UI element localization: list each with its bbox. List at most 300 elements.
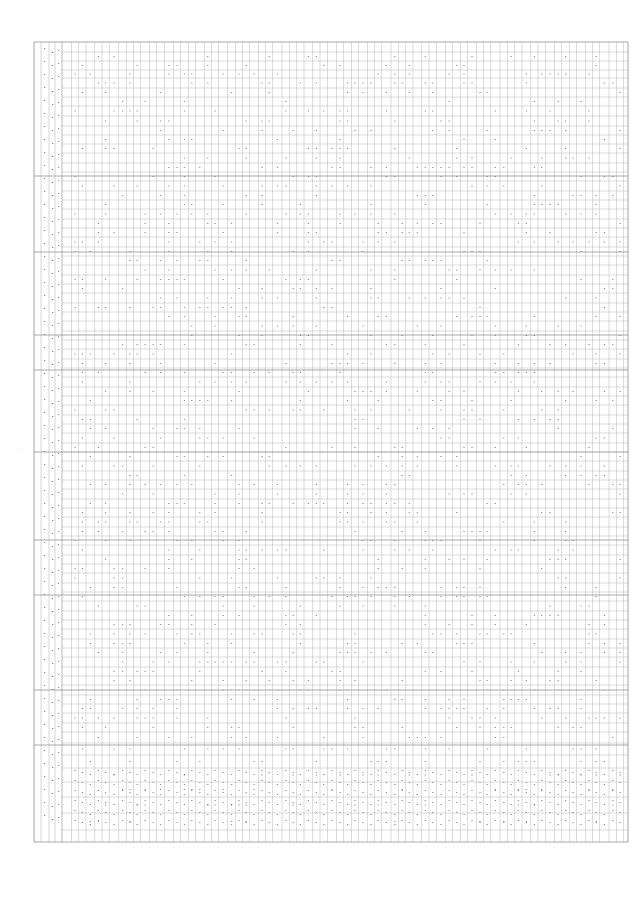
row-label-mark: [354, 780, 355, 781]
row-label-mark: [254, 804, 255, 805]
table-cell-value: [549, 232, 550, 233]
table-cell-value: [394, 148, 395, 149]
table-cell-value: [394, 587, 395, 588]
table-cell-value: [300, 83, 301, 84]
row-label-mark: [588, 810, 589, 811]
table-cell-value: [285, 615, 286, 616]
table-cell-value: [113, 578, 114, 579]
table-cell-value: [534, 522, 535, 523]
table-cell-value: [495, 167, 496, 168]
table-cell-value: [479, 354, 480, 355]
row-label-mark: [456, 802, 457, 803]
row-label-mark: [168, 770, 169, 771]
table-cell-value: [394, 550, 395, 551]
row-label-mark: [378, 820, 379, 821]
row-label-mark: [323, 774, 324, 775]
table-cell-value: [122, 344, 123, 345]
row-label-mark: [620, 812, 621, 813]
table-cell-value: [160, 121, 161, 122]
table-cell-value: [378, 298, 379, 299]
table-cell-value: [588, 121, 589, 122]
table-cell-value: [199, 260, 200, 261]
row-label-mark: [463, 784, 464, 785]
row-label-mark: [254, 814, 255, 815]
table-cell-value: [184, 307, 185, 308]
table-cell-value: [432, 83, 433, 84]
row-label-mark: [386, 772, 387, 773]
table-cell-value: [231, 643, 232, 644]
table-cell-value: [541, 484, 542, 485]
row-label-mark: [184, 804, 185, 805]
table-cell-value: [113, 186, 114, 187]
row-label-mark: [378, 790, 379, 791]
table-cell-value: [176, 456, 177, 457]
table-cell-value: [347, 699, 348, 700]
row-label-mark: [113, 784, 114, 785]
table-cell-value: [402, 223, 403, 224]
row-label-mark: [487, 814, 488, 815]
table-cell-value: [541, 167, 542, 168]
table-cell-value: [378, 559, 379, 560]
row-label-mark: [137, 794, 138, 795]
table-cell-value: [238, 335, 239, 336]
header-text-mark: [58, 167, 59, 168]
table-cell-value: [231, 92, 232, 93]
table-cell-value: [558, 204, 559, 205]
row-label-mark: [362, 802, 363, 803]
table-cell-value: [277, 550, 278, 551]
table-cell-value: [370, 204, 371, 205]
table-cell-value: [394, 484, 395, 485]
table-cell-value: [168, 270, 169, 271]
header-text-mark: [52, 312, 53, 313]
row-label-mark: [168, 820, 169, 821]
header-text-mark: [52, 351, 53, 352]
table-cell-value: [449, 699, 450, 700]
table-cell-value: [596, 316, 597, 317]
row-label-mark: [588, 800, 589, 801]
row-label-mark: [122, 790, 123, 791]
table-cell-value: [518, 550, 519, 551]
table-cell-value: [145, 634, 146, 635]
row-label-mark: [176, 792, 177, 793]
row-label-mark: [246, 822, 247, 823]
row-label-mark: [308, 770, 309, 771]
table-cell-value: [463, 643, 464, 644]
table-cell-value: [526, 372, 527, 373]
table-cell-value: [261, 288, 262, 289]
table-cell-value: [293, 130, 294, 131]
table-cell-value: [90, 821, 91, 822]
row-label-mark: [511, 794, 512, 795]
table-cell-value: [238, 559, 239, 560]
row-label-mark: [440, 804, 441, 805]
row-label-mark: [534, 814, 535, 815]
header-text-mark: [44, 711, 45, 712]
table-cell-value: [199, 596, 200, 597]
row-label-mark: [269, 822, 270, 823]
row-label-mark: [596, 792, 597, 793]
table-cell-value: [137, 708, 138, 709]
table-cell-value: [495, 466, 496, 467]
table-cell-value: [261, 83, 262, 84]
row-label-mark: [370, 784, 371, 785]
row-label-mark: [137, 774, 138, 775]
table-cell-value: [277, 139, 278, 140]
table-cell-value: [425, 167, 426, 168]
row-label-mark: [82, 782, 83, 783]
table-cell-value: [300, 204, 301, 205]
table-cell-value: [254, 690, 255, 691]
table-cell-value: [269, 680, 270, 681]
table-cell-value: [487, 708, 488, 709]
table-cell-value: [261, 204, 262, 205]
row-label-mark: [479, 812, 480, 813]
table-cell-value: [269, 503, 270, 504]
row-label-mark: [176, 812, 177, 813]
table-cell-value: [370, 298, 371, 299]
row-label-mark: [417, 814, 418, 815]
row-label-mark: [160, 774, 161, 775]
table-cell-value: [176, 652, 177, 653]
table-cell-value: [362, 522, 363, 523]
header-text-mark: [52, 299, 53, 300]
header-text-mark: [58, 531, 59, 532]
row-label-mark: [534, 824, 535, 825]
table-cell-value: [620, 456, 621, 457]
row-label-mark: [261, 820, 262, 821]
row-label-mark: [277, 774, 278, 775]
table-cell-value: [565, 578, 566, 579]
table-cell-value: [425, 298, 426, 299]
table-cell-value: [604, 718, 605, 719]
table-cell-value: [207, 307, 208, 308]
table-cell-value: [184, 316, 185, 317]
table-cell-value: [596, 298, 597, 299]
table-cell-value: [113, 634, 114, 635]
table-cell-value: [223, 749, 224, 750]
table-cell-value: [300, 634, 301, 635]
table-cell-value: [362, 92, 363, 93]
table-cell-value: [199, 428, 200, 429]
table-cell-value: [238, 550, 239, 551]
table-cell-value: [129, 789, 130, 790]
table-cell-value: [558, 559, 559, 560]
row-label-mark: [285, 810, 286, 811]
table-cell-value: [238, 540, 239, 541]
row-label-mark: [191, 820, 192, 821]
table-cell-value: [417, 522, 418, 523]
table-cell-value: [105, 503, 106, 504]
table-cell-value: [122, 652, 123, 653]
row-label-mark: [479, 822, 480, 823]
table-cell-value: [129, 484, 130, 485]
table-cell-value: [565, 56, 566, 57]
table-cell-value: [246, 821, 247, 822]
table-cell-value: [323, 503, 324, 504]
table-cell-value: [456, 634, 457, 635]
row-label-mark: [620, 792, 621, 793]
table-cell-value: [565, 130, 566, 131]
table-cell-value: [75, 279, 76, 280]
header-text-mark: [58, 492, 59, 493]
table-cell-value: [549, 111, 550, 112]
table-cell-value: [176, 260, 177, 261]
table-cell-value: [137, 354, 138, 355]
row-label-mark: [612, 810, 613, 811]
row-label-mark: [308, 810, 309, 811]
table-cell-value: [105, 92, 106, 93]
table-cell-value: [340, 578, 341, 579]
table-cell-value: [425, 540, 426, 541]
header-text-mark: [44, 672, 45, 673]
table-cell-value: [231, 821, 232, 822]
table-cell-value: [153, 354, 154, 355]
table-cell-value: [184, 204, 185, 205]
table-cell-value: [105, 391, 106, 392]
row-label-mark: [323, 824, 324, 825]
header-text-mark: [58, 414, 59, 415]
table-cell-value: [604, 232, 605, 233]
row-label-mark: [269, 812, 270, 813]
row-label-mark: [463, 794, 464, 795]
table-cell-value: [316, 466, 317, 467]
table-cell-value: [495, 624, 496, 625]
table-cell-value: [82, 550, 83, 551]
header-text-mark: [52, 663, 53, 664]
table-cell-value: [417, 643, 418, 644]
table-cell-value: [549, 419, 550, 420]
table-cell-value: [214, 503, 215, 504]
table-cell-value: [323, 242, 324, 243]
table-cell-value: [620, 652, 621, 653]
row-label-mark: [362, 792, 363, 793]
table-cell-value: [558, 326, 559, 327]
table-cell-value: [308, 223, 309, 224]
table-cell-value: [378, 242, 379, 243]
table-cell-value: [518, 419, 519, 420]
header-text-mark: [52, 182, 53, 183]
row-label-mark: [145, 770, 146, 771]
table-cell-value: [588, 789, 589, 790]
header-text-mark: [52, 325, 53, 326]
row-label-mark: [153, 802, 154, 803]
row-label-mark: [129, 822, 130, 823]
table-cell-value: [572, 354, 573, 355]
header-text-mark: [58, 635, 59, 636]
table-cell-value: [580, 101, 581, 102]
table-cell-value: [308, 708, 309, 709]
table-cell-value: [456, 279, 457, 280]
row-label-mark: [122, 800, 123, 801]
header-text-mark: [44, 763, 45, 764]
table-cell-value: [378, 223, 379, 224]
table-cell-value: [386, 761, 387, 762]
table-cell-value: [449, 121, 450, 122]
table-cell-value: [471, 251, 472, 252]
table-cell-value: [596, 195, 597, 196]
table-cell-value: [191, 624, 192, 625]
table-cell-value: [153, 391, 154, 392]
table-cell-value: [340, 167, 341, 168]
table-cell-value: [293, 372, 294, 373]
table-cell-value: [425, 195, 426, 196]
table-cell-value: [160, 699, 161, 700]
table-cell-value: [207, 662, 208, 663]
header-text-mark: [44, 607, 45, 608]
row-label-mark: [612, 800, 613, 801]
table-cell-value: [269, 410, 270, 411]
row-label-mark: [572, 822, 573, 823]
table-cell-value: [620, 316, 621, 317]
table-cell-value: [223, 232, 224, 233]
table-cell-value: [487, 92, 488, 93]
table-cell-value: [285, 596, 286, 597]
table-cell-value: [269, 92, 270, 93]
table-cell-value: [354, 410, 355, 411]
table-cell-value: [503, 372, 504, 373]
row-label-mark: [432, 792, 433, 793]
table-cell-value: [214, 382, 215, 383]
row-label-mark: [98, 780, 99, 781]
table-cell-value: [246, 587, 247, 588]
table-cell-value: [596, 438, 597, 439]
header-text-mark: [52, 650, 53, 651]
table-cell-value: [231, 372, 232, 373]
row-label-mark: [386, 782, 387, 783]
header-text-mark: [58, 570, 59, 571]
table-cell-value: [580, 251, 581, 252]
table-cell-value: [503, 821, 504, 822]
table-cell-value: [534, 56, 535, 57]
row-label-mark: [90, 774, 91, 775]
table-cell-value: [191, 214, 192, 215]
row-label-mark: [223, 792, 224, 793]
row-label-mark: [285, 820, 286, 821]
table-cell-value: [82, 531, 83, 532]
header-text-mark: [44, 698, 45, 699]
table-cell-value: [354, 643, 355, 644]
row-label-mark: [580, 774, 581, 775]
table-cell-value: [362, 419, 363, 420]
table-cell-value: [184, 74, 185, 75]
row-label-mark: [511, 824, 512, 825]
row-label-mark: [471, 810, 472, 811]
table-cell-value: [153, 428, 154, 429]
table-cell-value: [160, 130, 161, 131]
table-cell-value: [417, 512, 418, 513]
table-cell-value: [511, 475, 512, 476]
header-text-mark: [58, 271, 59, 272]
table-cell-value: [340, 606, 341, 607]
table-cell-value: [293, 316, 294, 317]
table-cell-value: [98, 652, 99, 653]
header-text-mark: [44, 152, 45, 153]
row-label-mark: [98, 810, 99, 811]
row-label-mark: [231, 814, 232, 815]
table-cell-value: [495, 789, 496, 790]
table-cell-value: [168, 65, 169, 66]
table-cell-value: [254, 699, 255, 700]
table-cell-value: [425, 606, 426, 607]
table-cell-value: [231, 400, 232, 401]
row-label-mark: [207, 804, 208, 805]
row-label-mark: [153, 822, 154, 823]
table-cell-value: [285, 158, 286, 159]
table-cell-value: [145, 223, 146, 224]
row-label-mark: [463, 774, 464, 775]
table-cell-value: [122, 466, 123, 467]
table-cell-value: [231, 475, 232, 476]
header-text-mark: [52, 637, 53, 638]
row-label-mark: [145, 790, 146, 791]
table-cell-value: [231, 270, 232, 271]
table-cell-value: [98, 372, 99, 373]
row-label-mark: [612, 820, 613, 821]
table-cell-value: [122, 101, 123, 102]
table-cell-value: [113, 587, 114, 588]
table-cell-value: [347, 503, 348, 504]
table-cell-value: [160, 260, 161, 261]
table-cell-value: [82, 148, 83, 149]
table-cell-value: [487, 749, 488, 750]
table-cell-value: [463, 344, 464, 345]
table-cell-value: [246, 805, 247, 806]
table-cell-value: [308, 680, 309, 681]
table-cell-value: [526, 821, 527, 822]
header-text-mark: [44, 464, 45, 465]
table-cell-value: [308, 503, 309, 504]
row-label-mark: [394, 814, 395, 815]
table-cell-value: [440, 438, 441, 439]
table-cell-value: [409, 260, 410, 261]
table-cell-value: [580, 475, 581, 476]
table-cell-value: [168, 316, 169, 317]
table-cell-value: [316, 382, 317, 383]
table-cell-value: [558, 242, 559, 243]
table-cell-value: [409, 65, 410, 66]
table-cell-value: [370, 167, 371, 168]
table-cell-value: [331, 749, 332, 750]
table-cell-value: [113, 643, 114, 644]
table-cell-value: [285, 214, 286, 215]
table-cell-value: [199, 671, 200, 672]
table-cell-value: [347, 400, 348, 401]
row-label-mark: [354, 800, 355, 801]
table-cell-value: [323, 410, 324, 411]
table-cell-value: [90, 643, 91, 644]
table-cell-value: [160, 195, 161, 196]
table-cell-value: [340, 587, 341, 588]
table-cell-value: [463, 596, 464, 597]
table-cell-value: [75, 718, 76, 719]
row-label-mark: [620, 802, 621, 803]
table-cell-value: [137, 344, 138, 345]
row-label-mark: [417, 824, 418, 825]
table-cell-value: [425, 344, 426, 345]
header-text-mark: [44, 256, 45, 257]
table-cell-value: [238, 587, 239, 588]
header-text-mark: [52, 715, 53, 716]
table-cell-value: [105, 805, 106, 806]
table-cell-value: [370, 503, 371, 504]
table-cell-value: [620, 251, 621, 252]
table-cell-value: [129, 307, 130, 308]
table-cell-value: [277, 223, 278, 224]
table-cell-value: [261, 456, 262, 457]
table-cell-value: [191, 737, 192, 738]
table-cell-value: [479, 568, 480, 569]
